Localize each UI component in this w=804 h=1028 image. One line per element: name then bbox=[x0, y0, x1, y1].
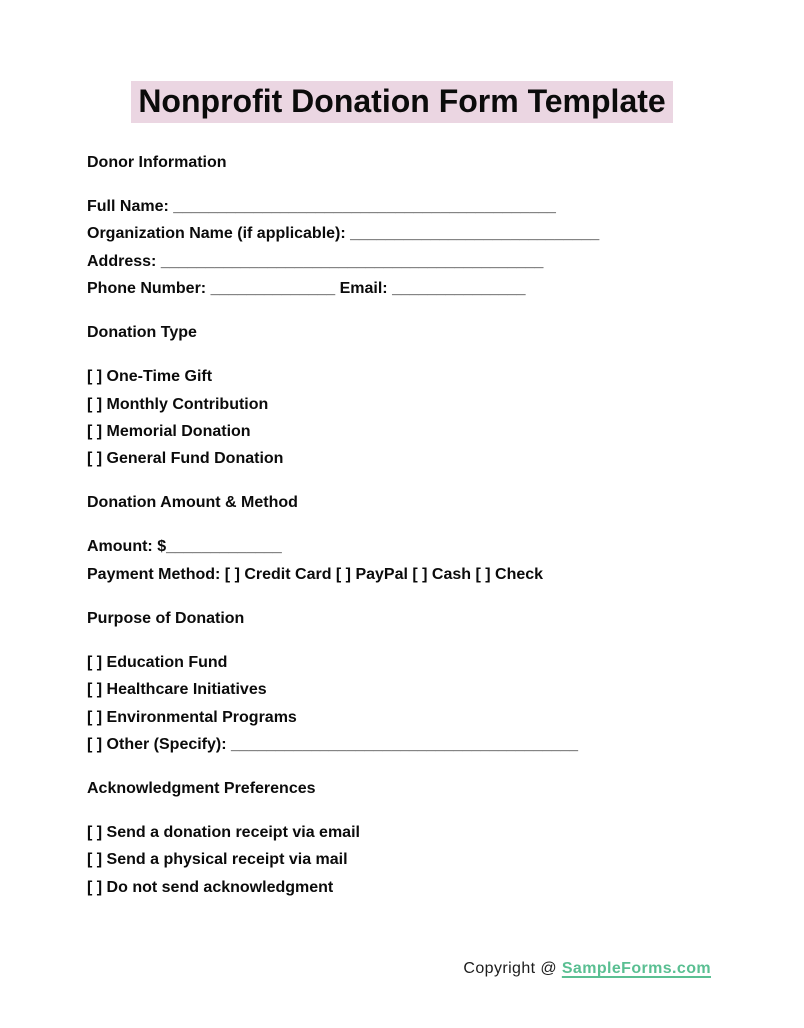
phone-email-line bbox=[87, 275, 714, 302]
section-purpose-options bbox=[87, 649, 714, 759]
section-donor-fields bbox=[87, 193, 714, 303]
address-label: Address: bbox=[87, 252, 157, 270]
full-name-label: Full Name: bbox=[87, 198, 169, 215]
address-line bbox=[87, 248, 714, 275]
section-heading-donation-amount-method: Donation Amount & Method bbox=[87, 494, 298, 512]
checkbox-option-no-acknowledgment: [ ] Do not send acknowledgment bbox=[87, 878, 334, 896]
section-heading-acknowledgment-preferences: Acknowledgment Preferences bbox=[87, 780, 316, 798]
organization-name-label: Organization Name (if applicable): bbox=[87, 225, 346, 243]
section-amount-method-heading bbox=[87, 489, 714, 516]
footer bbox=[463, 960, 711, 978]
other-specify-blank: _______________________________________ bbox=[231, 736, 579, 754]
checkbox-option-environmental-programs: [ ] Environmental Programs bbox=[87, 708, 297, 726]
checkbox-option-education-fund: [ ] Education Fund bbox=[87, 653, 228, 671]
checkbox-option-healthcare-initiatives: [ ] Healthcare Initiatives bbox=[87, 681, 267, 699]
organization-name-line bbox=[87, 220, 714, 247]
amount-blank: _____________ bbox=[166, 538, 282, 556]
copyright-text: Copyright @ bbox=[463, 960, 557, 977]
amount-label: Amount: $ bbox=[87, 538, 167, 556]
section-heading-purpose-of-donation: Purpose of Donation bbox=[87, 609, 245, 627]
checkbox-option-one-time-gift: [ ] One-Time Gift bbox=[87, 368, 213, 386]
section-acknowledgment-options bbox=[87, 819, 714, 901]
checkbox-option-receipt-via-email: [ ] Send a donation receipt via email bbox=[87, 824, 360, 842]
email-blank: _______________ bbox=[392, 280, 526, 298]
section-amount-method-fields bbox=[87, 533, 714, 588]
section-donor-heading bbox=[87, 149, 714, 176]
address-blank: ___________________________________________ bbox=[160, 252, 544, 270]
title-highlight: Nonprofit Donation Form Template bbox=[131, 81, 672, 123]
amount-line bbox=[87, 533, 714, 560]
sampleforms-link[interactable]: SampleForms.com bbox=[561, 960, 711, 977]
document-title bbox=[0, 81, 804, 123]
email-label: Email: bbox=[339, 280, 388, 298]
full-name-line bbox=[87, 193, 714, 220]
section-donation-type-options bbox=[87, 363, 714, 473]
form-body bbox=[87, 149, 714, 901]
checkbox-option-monthly-contribution: [ ] Monthly Contribution bbox=[87, 395, 269, 413]
section-heading-donor-information: Donor Information bbox=[87, 154, 227, 171]
section-purpose-heading bbox=[87, 605, 714, 632]
organization-name-blank: ____________________________ bbox=[350, 225, 600, 243]
section-acknowledgment-heading bbox=[87, 775, 714, 802]
phone-number-blank: ______________ bbox=[210, 280, 336, 298]
section-heading-donation-type: Donation Type bbox=[87, 324, 197, 342]
section-donation-type-heading bbox=[87, 319, 714, 346]
checkbox-option-other-specify-line bbox=[87, 731, 714, 758]
phone-number-label: Phone Number: bbox=[87, 280, 207, 298]
checkbox-option-receipt-via-mail: [ ] Send a physical receipt via mail bbox=[87, 851, 348, 869]
other-specify-label: [ ] Other (Specify): bbox=[87, 736, 227, 754]
payment-method-line: Payment Method: [ ] Credit Card [ ] PayPal [ ] Cash [ ] Check bbox=[87, 565, 544, 583]
full-name-blank: ___________________________________________ bbox=[173, 198, 556, 215]
checkbox-option-general-fund-donation: [ ] General Fund Donation bbox=[87, 450, 284, 468]
checkbox-option-memorial-donation: [ ] Memorial Donation bbox=[87, 423, 251, 441]
